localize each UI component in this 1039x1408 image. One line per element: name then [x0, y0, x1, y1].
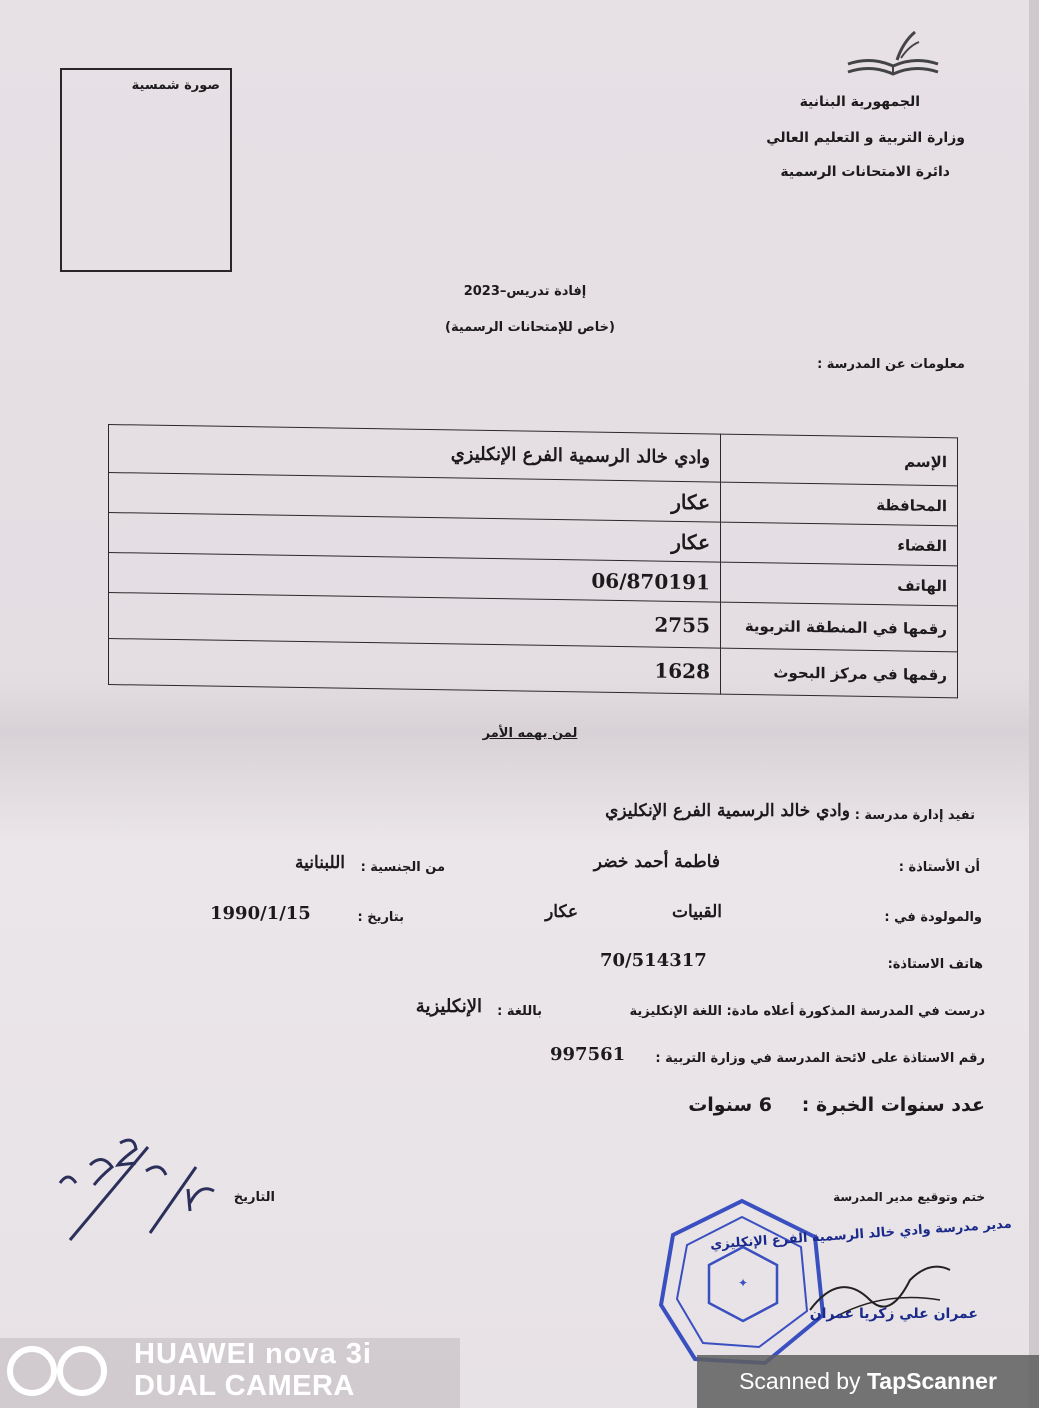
- phone-value: 70/514317: [600, 950, 707, 971]
- camera-brand: HUAWEI nova 3i: [134, 1338, 372, 1370]
- photo-box: [60, 68, 232, 272]
- table-key: الهاتف: [721, 562, 958, 606]
- table-key: الإسم: [721, 434, 958, 486]
- photo-label: صورة شمسية: [131, 78, 220, 93]
- ministry-heading: وزارة التربية و التعليم العالي: [766, 130, 965, 146]
- department-heading: دائرة الامتحانات الرسمية: [780, 164, 950, 180]
- roster-number-label: رقم الاستاذة على لائحة المدرسة في وزارة التربية :: [655, 1051, 985, 1066]
- table-key: المحافظة: [721, 482, 958, 526]
- scanner-badge: [697, 1355, 1039, 1408]
- born-place: القبيات: [672, 902, 722, 922]
- born-label: والمولودة في :: [884, 910, 982, 925]
- camera-subtitle: DUAL CAMERA: [134, 1370, 355, 1402]
- document-subtitle: (خاص للإمتحانات الرسمية): [445, 320, 615, 335]
- experience-value: 6 سنوات: [688, 1094, 772, 1116]
- scanner-name: TapScanner: [866, 1368, 997, 1394]
- table-key: رقمها في مركز البحوث: [721, 648, 958, 698]
- to-whom-heading: لمن يهمه الأمر: [482, 726, 578, 741]
- scanner-prefix: Scanned by: [739, 1368, 861, 1394]
- table-key: القضاء: [721, 522, 958, 566]
- handwritten-date-icon: [50, 1125, 220, 1255]
- nationality-label: من الجنسية :: [360, 860, 445, 875]
- table-value: 2755: [109, 593, 721, 649]
- experience-label: عدد سنوات الخبرة :: [801, 1094, 985, 1116]
- svg-text:✦: ✦: [737, 1276, 749, 1290]
- date-label: بتاريخ :: [357, 910, 404, 925]
- intro-value: وادي خالد الرسمية الفرع الإنكليزي: [605, 801, 850, 821]
- roster-number-value: 997561: [550, 1044, 626, 1065]
- language-value: الإنكليزية: [415, 996, 482, 1017]
- paper-edge: [1029, 0, 1039, 1408]
- dual-camera-icon: [4, 1343, 112, 1399]
- document-title: إفادة تدريس–2023: [463, 284, 587, 299]
- signature-label: ختم وتوقيع مدير المدرسة: [833, 1190, 985, 1204]
- camera-watermark-text: [134, 1338, 372, 1402]
- birth-date-value: 1990/1/15: [210, 903, 311, 924]
- ministry-book-logo-icon: [843, 30, 943, 82]
- phone-label: هاتف الاستاذة:: [887, 957, 983, 972]
- teacher-name: فاطمة أحمد خضر: [593, 852, 720, 872]
- director-title: مدير مدرسة وادي خالد الرسمية الفرع الإنكليزي: [709, 1216, 1013, 1253]
- born-district: عكار: [545, 902, 578, 922]
- language-label: باللغة :: [497, 1004, 542, 1019]
- nationality-value: اللبنانية: [295, 853, 345, 873]
- teacher-label: أن الأستاذة :: [898, 860, 980, 875]
- taught-subject-label: درست في المدرسة المذكورة أعلاه مادة: اللغة الإنكليزية: [629, 1004, 985, 1019]
- intro-label: تفيد إدارة مدرسة :: [854, 808, 975, 823]
- table-value: عكار: [109, 473, 721, 523]
- director-name: عمران علي زكريا عمران: [809, 1306, 978, 1322]
- school-info-table: [108, 424, 958, 698]
- table-value: وادي خالد الرسمية الفرع الإنكليزي: [109, 425, 721, 483]
- footer-date-label: التاريخ: [233, 1190, 275, 1205]
- republic-heading: الجمهورية البنانية: [799, 94, 920, 110]
- school-info-label: معلومات عن المدرسة :: [817, 357, 965, 372]
- table-value: عكار: [109, 513, 721, 563]
- table-value: 1628: [109, 639, 721, 695]
- table-value: 06/870191: [109, 553, 721, 603]
- table-key: رقمها في المنطقة التربوية: [721, 602, 958, 652]
